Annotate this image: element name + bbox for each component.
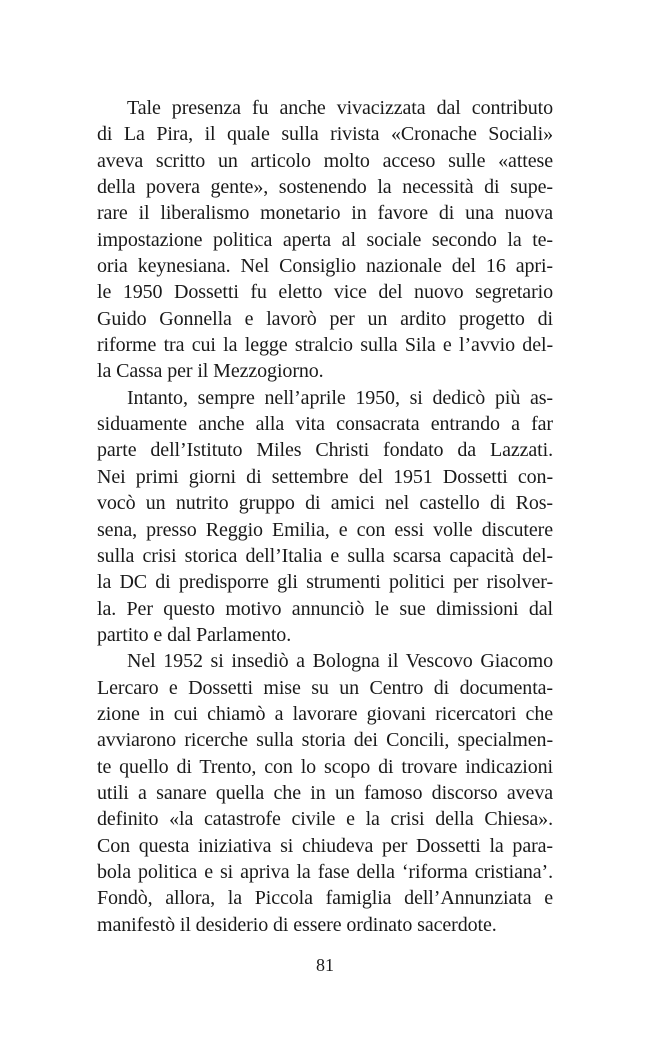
page-number: 81	[316, 955, 334, 975]
text-line: sulla crisi storica dell’Italia e sulla scarsa capacità del-	[97, 544, 553, 567]
text-line: siduamente anche alla vita consacrata entrando a far	[97, 413, 553, 436]
text-line: della povera gente», sostenendo la necessità di supe-	[97, 176, 553, 199]
text-line: vocò un nutrito gruppo di amici nel castello di Ros-	[97, 492, 553, 515]
text-line: Nei primi giorni di settembre del 1951 Dossetti con-	[97, 465, 553, 488]
text-line: Tale presenza fu anche vivacizzata dal contributo	[127, 97, 553, 119]
text-line: la. Per questo motivo annunciò le sue dimissioni dal	[97, 597, 553, 620]
text-line: te quello di Trento, con lo scopo di trovare indicazioni	[97, 755, 553, 778]
text-line: Intanto, sempre nell’aprile 1950, si dedicò più as-	[127, 386, 553, 409]
text-line: riforme tra cui la legge stralcio sulla Sila e l’avvio del-	[97, 334, 553, 357]
text-line: parte dell’Istituto Miles Christi fondato da Lazzati.	[97, 439, 553, 462]
body-text	[97, 95, 553, 938]
paragraph-miles-christi	[97, 385, 553, 648]
text-line: manifestò il desiderio di essere ordinato sacerdote.	[97, 913, 497, 936]
text-line: oria keynesiana. Nel Consiglio nazionale del 16 apri-	[97, 255, 553, 278]
text-line: Guido Gonnella e lavorò per un ardito progetto di	[97, 307, 553, 330]
text-line: Nel 1952 si insediò a Bologna il Vescovo Giacomo	[127, 650, 553, 673]
text-line: bola politica e si apriva la fase della ‘riforma cristiana’.	[97, 860, 553, 883]
text-line: le 1950 Dossetti fu eletto vice del nuovo segretario	[97, 281, 553, 304]
paragraph-la-pira	[97, 95, 553, 385]
text-line: partito e dal Parlamento.	[97, 623, 292, 646]
paragraph-lercaro	[97, 648, 553, 938]
text-line: zione in cui chiamò a lavorare giovani ricercatori che	[97, 702, 553, 725]
text-line: rare il liberalismo monetario in favore di una nuova	[97, 202, 553, 225]
text-line: avviarono ricerche sulla storia dei Concili, specialmen-	[97, 729, 553, 752]
text-line: impostazione politica aperta al sociale secondo la te-	[97, 228, 553, 251]
text-line: la Cassa per il Mezzogiorno.	[97, 360, 324, 383]
text-line: definito «la catastrofe civile e la crisi della Chiesa».	[97, 808, 553, 831]
text-line: Lercaro e Dossetti mise su un Centro di documenta-	[97, 676, 553, 699]
text-line: di La Pira, il quale sulla rivista «Cronache Sociali»	[97, 123, 553, 146]
text-line: la DC di predisporre gli strumenti politici per risolver-	[97, 571, 553, 594]
text-line: utili a sanare quella che in un famoso discorso aveva	[97, 781, 553, 804]
text-line: Con questa iniziativa si chiudeva per Dossetti la para-	[97, 834, 553, 857]
text-line: sena, presso Reggio Emilia, e con essi volle discutere	[97, 518, 553, 541]
text-line: aveva scritto un articolo molto acceso sulle «attese	[97, 149, 553, 172]
text-line: Fondò, allora, la Piccola famiglia dell’Annunziata e	[97, 887, 553, 910]
